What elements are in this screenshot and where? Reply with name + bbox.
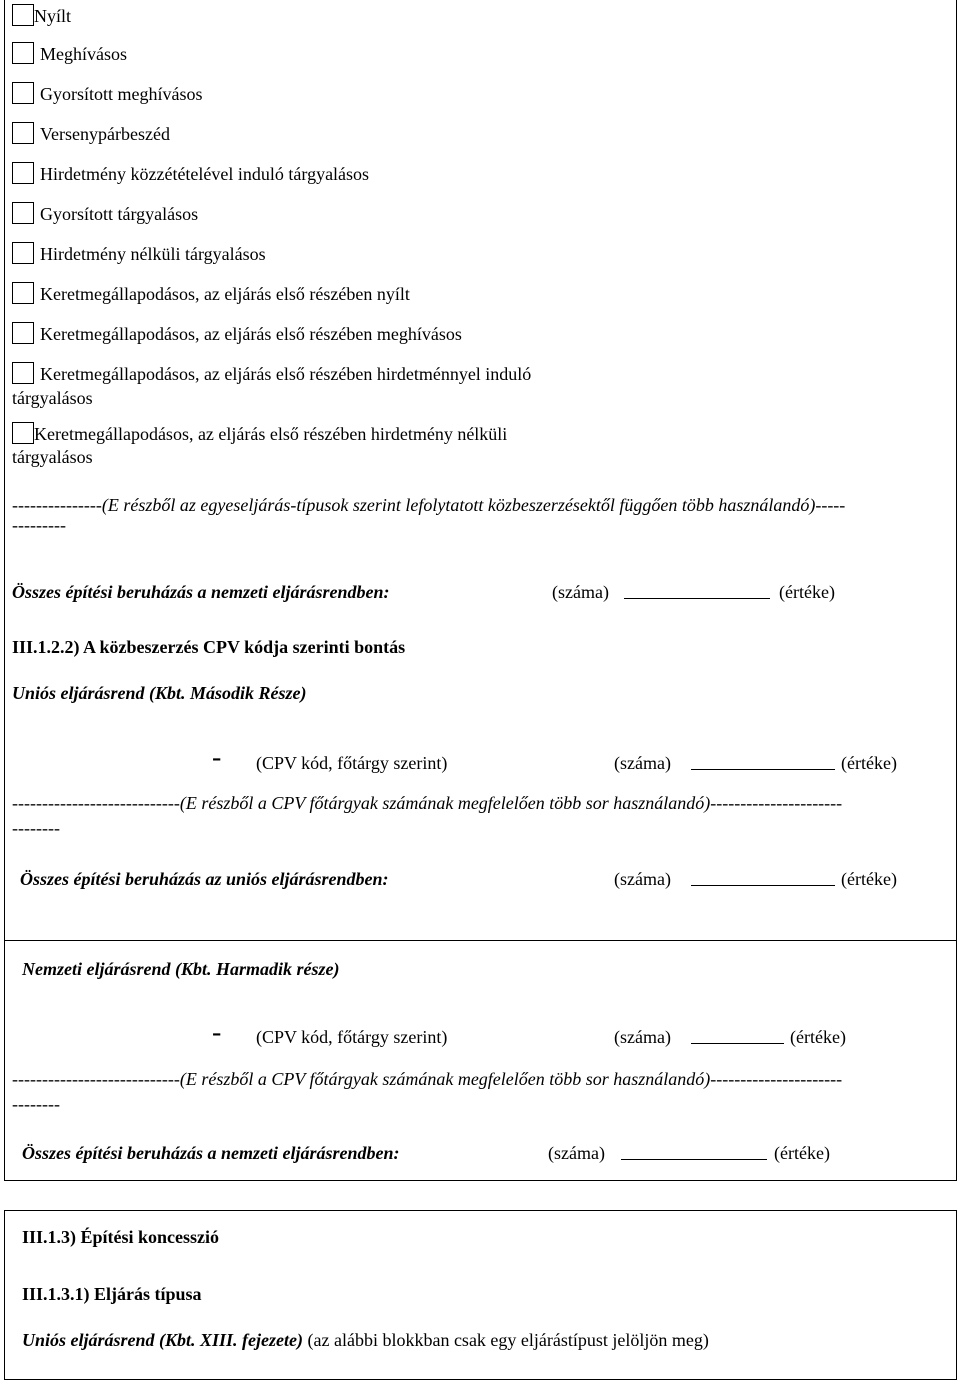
option-label-gyorsitott-meghivasos: Gyorsított meghívásos: [40, 84, 203, 104]
national-total-count-label: (száma): [552, 582, 609, 602]
eu-bullet-dash: -: [212, 742, 222, 773]
concession-eu-line: [22, 1329, 709, 1351]
eu-procedure-title: Uniós eljárásrend (Kbt. Második Része): [12, 683, 307, 703]
checkbox-hirdetmeny-nelkuli-targyalasos[interactable]: [12, 242, 34, 264]
national-cpv-label: (CPV kód, főtárgy szerint): [256, 1027, 448, 1047]
option-label-keret-hirdetmenyes-cont: tárgyalásos: [12, 388, 93, 408]
eu-cpv-label: (CPV kód, főtárgy szerint): [256, 753, 448, 773]
eu-total-count-label: (száma): [614, 869, 671, 889]
national-value-label: (értéke): [790, 1027, 846, 1047]
national-total-count-field[interactable]: [624, 582, 770, 599]
national-repeat-note: ----------------------------(E részből a CPV főtárgyak számának megfelelően több sor használandó)----------------------: [12, 1069, 843, 1089]
section-heading-3131: III.1.3.1) Eljárás típusa: [22, 1284, 202, 1304]
eu-value-label: (értéke): [841, 753, 897, 773]
option-label-keret-hirdetmeny-nelkuli-cont: tárgyalásos: [12, 447, 93, 467]
concession-instruction: (az alábbi blokkban csak egy eljárástípust jelöljön meg): [307, 1330, 709, 1350]
national-bullet-dash: -: [212, 1017, 222, 1048]
eu-count-field[interactable]: [691, 753, 835, 770]
eu-total-label: Összes építési beruházás az uniós eljárásrendben:: [20, 869, 389, 889]
eu-repeat-note: ----------------------------(E részből a CPV főtárgyak számának megfelelően több sor használandó)----------------------: [12, 793, 843, 813]
option-label-keret-hirdetmeny-nelkuli: Keretmegállapodásos, az eljárás első részében hirdetmény nélküli: [34, 424, 508, 444]
option-label-versenyparbeszed: Versenypárbeszéd: [40, 124, 170, 144]
eu-count-label: (száma): [614, 753, 671, 773]
checkbox-gyorsitott-meghivasos[interactable]: [12, 82, 34, 104]
national-total-count-label-2: (száma): [548, 1143, 605, 1163]
national-repeat-note-cont: --------: [12, 1094, 60, 1114]
national-total-value-label: (értéke): [779, 582, 835, 602]
national-total-label: Összes építési beruházás a nemzeti eljárásrendben:: [12, 582, 390, 602]
national-total-count-field-2[interactable]: [621, 1143, 767, 1160]
option-label-gyorsitott-targyalasos: Gyorsított tárgyalásos: [40, 204, 199, 224]
checkbox-keret-hirdetmenyes[interactable]: [12, 362, 34, 384]
checkbox-keret-meghivasos[interactable]: [12, 322, 34, 344]
checkbox-hirdetmenyes-targyalasos[interactable]: [12, 162, 34, 184]
national-total-label-2: Összes építési beruházás a nemzeti eljárásrendben:: [22, 1143, 400, 1163]
option-label-keret-nyilt: Keretmegállapodásos, az eljárás első részében nyílt: [40, 284, 410, 304]
national-procedure-title: Nemzeti eljárásrend (Kbt. Harmadik része): [22, 959, 340, 979]
eu-repeat-note-cont: --------: [12, 818, 60, 838]
checkbox-meghivasos[interactable]: [12, 42, 34, 64]
option-label-meghivasos: Meghívásos: [40, 44, 127, 64]
national-count-label: (száma): [614, 1027, 671, 1047]
national-total-value-label-2: (értéke): [774, 1143, 830, 1163]
repeat-note-cont: ---------: [12, 515, 66, 535]
option-label-hirdetmeny-nelkuli-targyalasos: Hirdetmény nélküli tárgyalásos: [40, 244, 266, 264]
option-label-nyilt: Nyílt: [34, 6, 72, 26]
checkbox-keret-nyilt[interactable]: [12, 282, 34, 304]
divider-line: [4, 940, 957, 941]
option-label-keret-hirdetmenyes: Keretmegállapodásos, az eljárás első részében hirdetménnyel induló: [40, 364, 532, 384]
section-heading-3122: III.1.2.2) A közbeszerzés CPV kódja szerinti bontás: [12, 637, 406, 657]
option-label-hirdetmenyes-targyalasos: Hirdetmény közzétételével induló tárgyalásos: [40, 164, 370, 184]
checkbox-keret-hirdetmeny-nelkuli[interactable]: [12, 422, 34, 444]
repeat-note: ---------------(E részből az egyeseljárás-típusok szerint lefolytatott közbeszerzésektől függően több használandó)-----: [12, 495, 846, 515]
concession-eu-label: Uniós eljárásrend (Kbt. XIII. fejezete): [22, 1330, 303, 1350]
eu-total-count-field[interactable]: [691, 869, 835, 886]
checkbox-nyilt[interactable]: [12, 4, 34, 26]
checkbox-versenyparbeszed[interactable]: [12, 122, 34, 144]
checkbox-gyorsitott-targyalasos[interactable]: [12, 202, 34, 224]
national-count-field[interactable]: [691, 1027, 784, 1044]
section-heading-313: III.1.3) Építési koncesszió: [22, 1227, 220, 1247]
eu-total-value-label: (értéke): [841, 869, 897, 889]
option-label-keret-meghivasos: Keretmegállapodásos, az eljárás első részében meghívásos: [40, 324, 462, 344]
